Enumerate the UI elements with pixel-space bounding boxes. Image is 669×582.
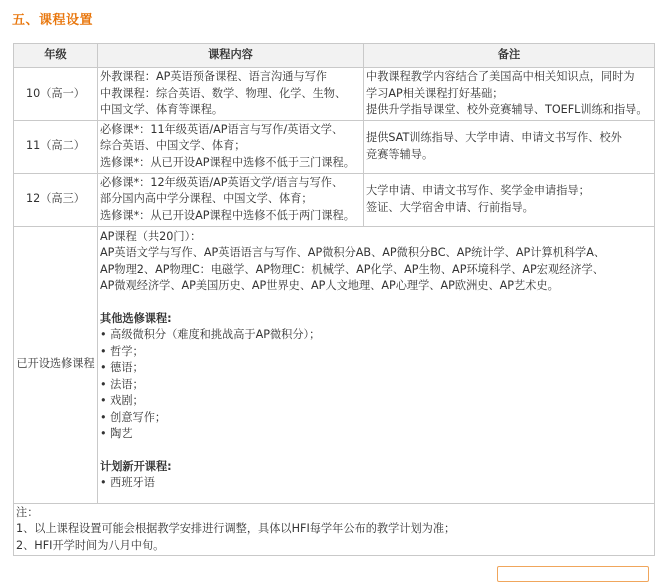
remark-line: 中教课程教学内容结合了美国高中相关知识点，同时为 (366, 70, 635, 83)
new-courses-heading: 计划新开课程: (100, 459, 172, 473)
ap-course-line: AP物理2、AP物理C：电磁学、AP物理C：机械学、AP化学、AP生物、AP环境科学、AP宏观经济学、 (100, 262, 604, 276)
ap-heading: AP课程（共20门）： (100, 229, 202, 243)
other-electives-heading: 其他选修课程: (100, 311, 172, 325)
content-line: 选修课*：从已开设AP课程中选修不低于两门课程。 (100, 208, 355, 222)
table-row (14, 173, 655, 226)
grade-cell: 已开设选修课程 (14, 226, 98, 503)
table-header-row (14, 44, 655, 68)
grade-cell: 12（高三） (14, 173, 98, 226)
content-cell (98, 68, 364, 121)
notes-row (14, 503, 655, 556)
ap-course-line: AP英语文学与写作、AP英语语言与写作、AP微积分AB、AP微积分BC、AP统计学、AP计算机科学A、 (100, 246, 606, 259)
note-line: 1、以上课程设置可能会根据教学安排进行调整，具体以HFI每学年公布的教学计划为准； (16, 522, 456, 535)
content-line: 中国文学、体育等课程。 (100, 103, 224, 116)
list-item: • 高级微积分（难度和挑战高于AP微积分）； (100, 328, 321, 341)
remark-cell (364, 173, 655, 226)
partial-banner-frame (497, 566, 649, 582)
content-line: 必修课*：11年级英语/AP语言与写作/英语文学、 (100, 122, 344, 136)
section-title: 五、课程设置 (12, 13, 94, 28)
list-item: • 西班牙语 (100, 476, 155, 489)
grade-cell: 11（高二） (14, 120, 98, 173)
remark-line: 签证、大学宿舍申请、行前指导。 (366, 200, 534, 214)
remark-line: 竞赛等辅导。 (366, 147, 434, 161)
list-item: • 戏剧； (100, 394, 144, 407)
content-line: 综合英语、中国文学、体育； (100, 139, 246, 153)
electives-cell (98, 226, 655, 503)
content-line: 部分国内高中学分课程、中国文学、体育； (100, 192, 313, 206)
remark-line: 提供SAT训练指导、大学申请、申请文书写作、校外 (366, 131, 622, 144)
table-row-electives (14, 226, 655, 503)
list-item: • 法语； (100, 377, 144, 391)
notes-title: 注： (16, 505, 39, 519)
list-item: • 陶艺 (100, 427, 133, 440)
content-line: 中教课程：综合英语、数学、物理、化学、生物、 (100, 86, 347, 100)
list-item: • 哲学； (100, 344, 144, 358)
remark-line: 提供升学指导课堂、校外竞赛辅导、TOEFL训练和指导。 (366, 103, 648, 116)
grade-cell: 10（高一） (14, 68, 98, 121)
remark-cell (364, 68, 655, 121)
ap-course-line: AP微观经济学、AP美国历史、AP世界史、AP人文地理、AP心理学、AP欧洲史、AP艺术史。 (100, 279, 559, 292)
notes-cell (14, 503, 655, 556)
header-grade: 年级 (14, 44, 98, 68)
note-line: 2、HFI开学时间为八月中旬。 (16, 538, 165, 552)
list-item: • 创意写作； (100, 410, 167, 424)
remark-line: 学习AP相关课程打好基础； (366, 86, 504, 100)
list-item: • 德语； (100, 361, 144, 374)
content-line: 必修课*：12年级英语/AP英语文学/语言与写作、 (100, 175, 344, 189)
header-remark: 备注 (364, 44, 655, 68)
table-row (14, 120, 655, 173)
content-cell (98, 120, 364, 173)
content-line: 外教课程：AP英语预备课程、语言沟通与写作 (100, 70, 327, 83)
content-cell (98, 173, 364, 226)
remark-cell (364, 120, 655, 173)
header-content: 课程内容 (98, 44, 364, 68)
remark-line: 大学申请、申请文书写作、奖学金申请指导； (366, 184, 590, 197)
course-table (13, 43, 655, 556)
content-line: 选修课*：从已开设AP课程中选修不低于三门课程。 (100, 155, 355, 169)
table-row (14, 68, 655, 121)
